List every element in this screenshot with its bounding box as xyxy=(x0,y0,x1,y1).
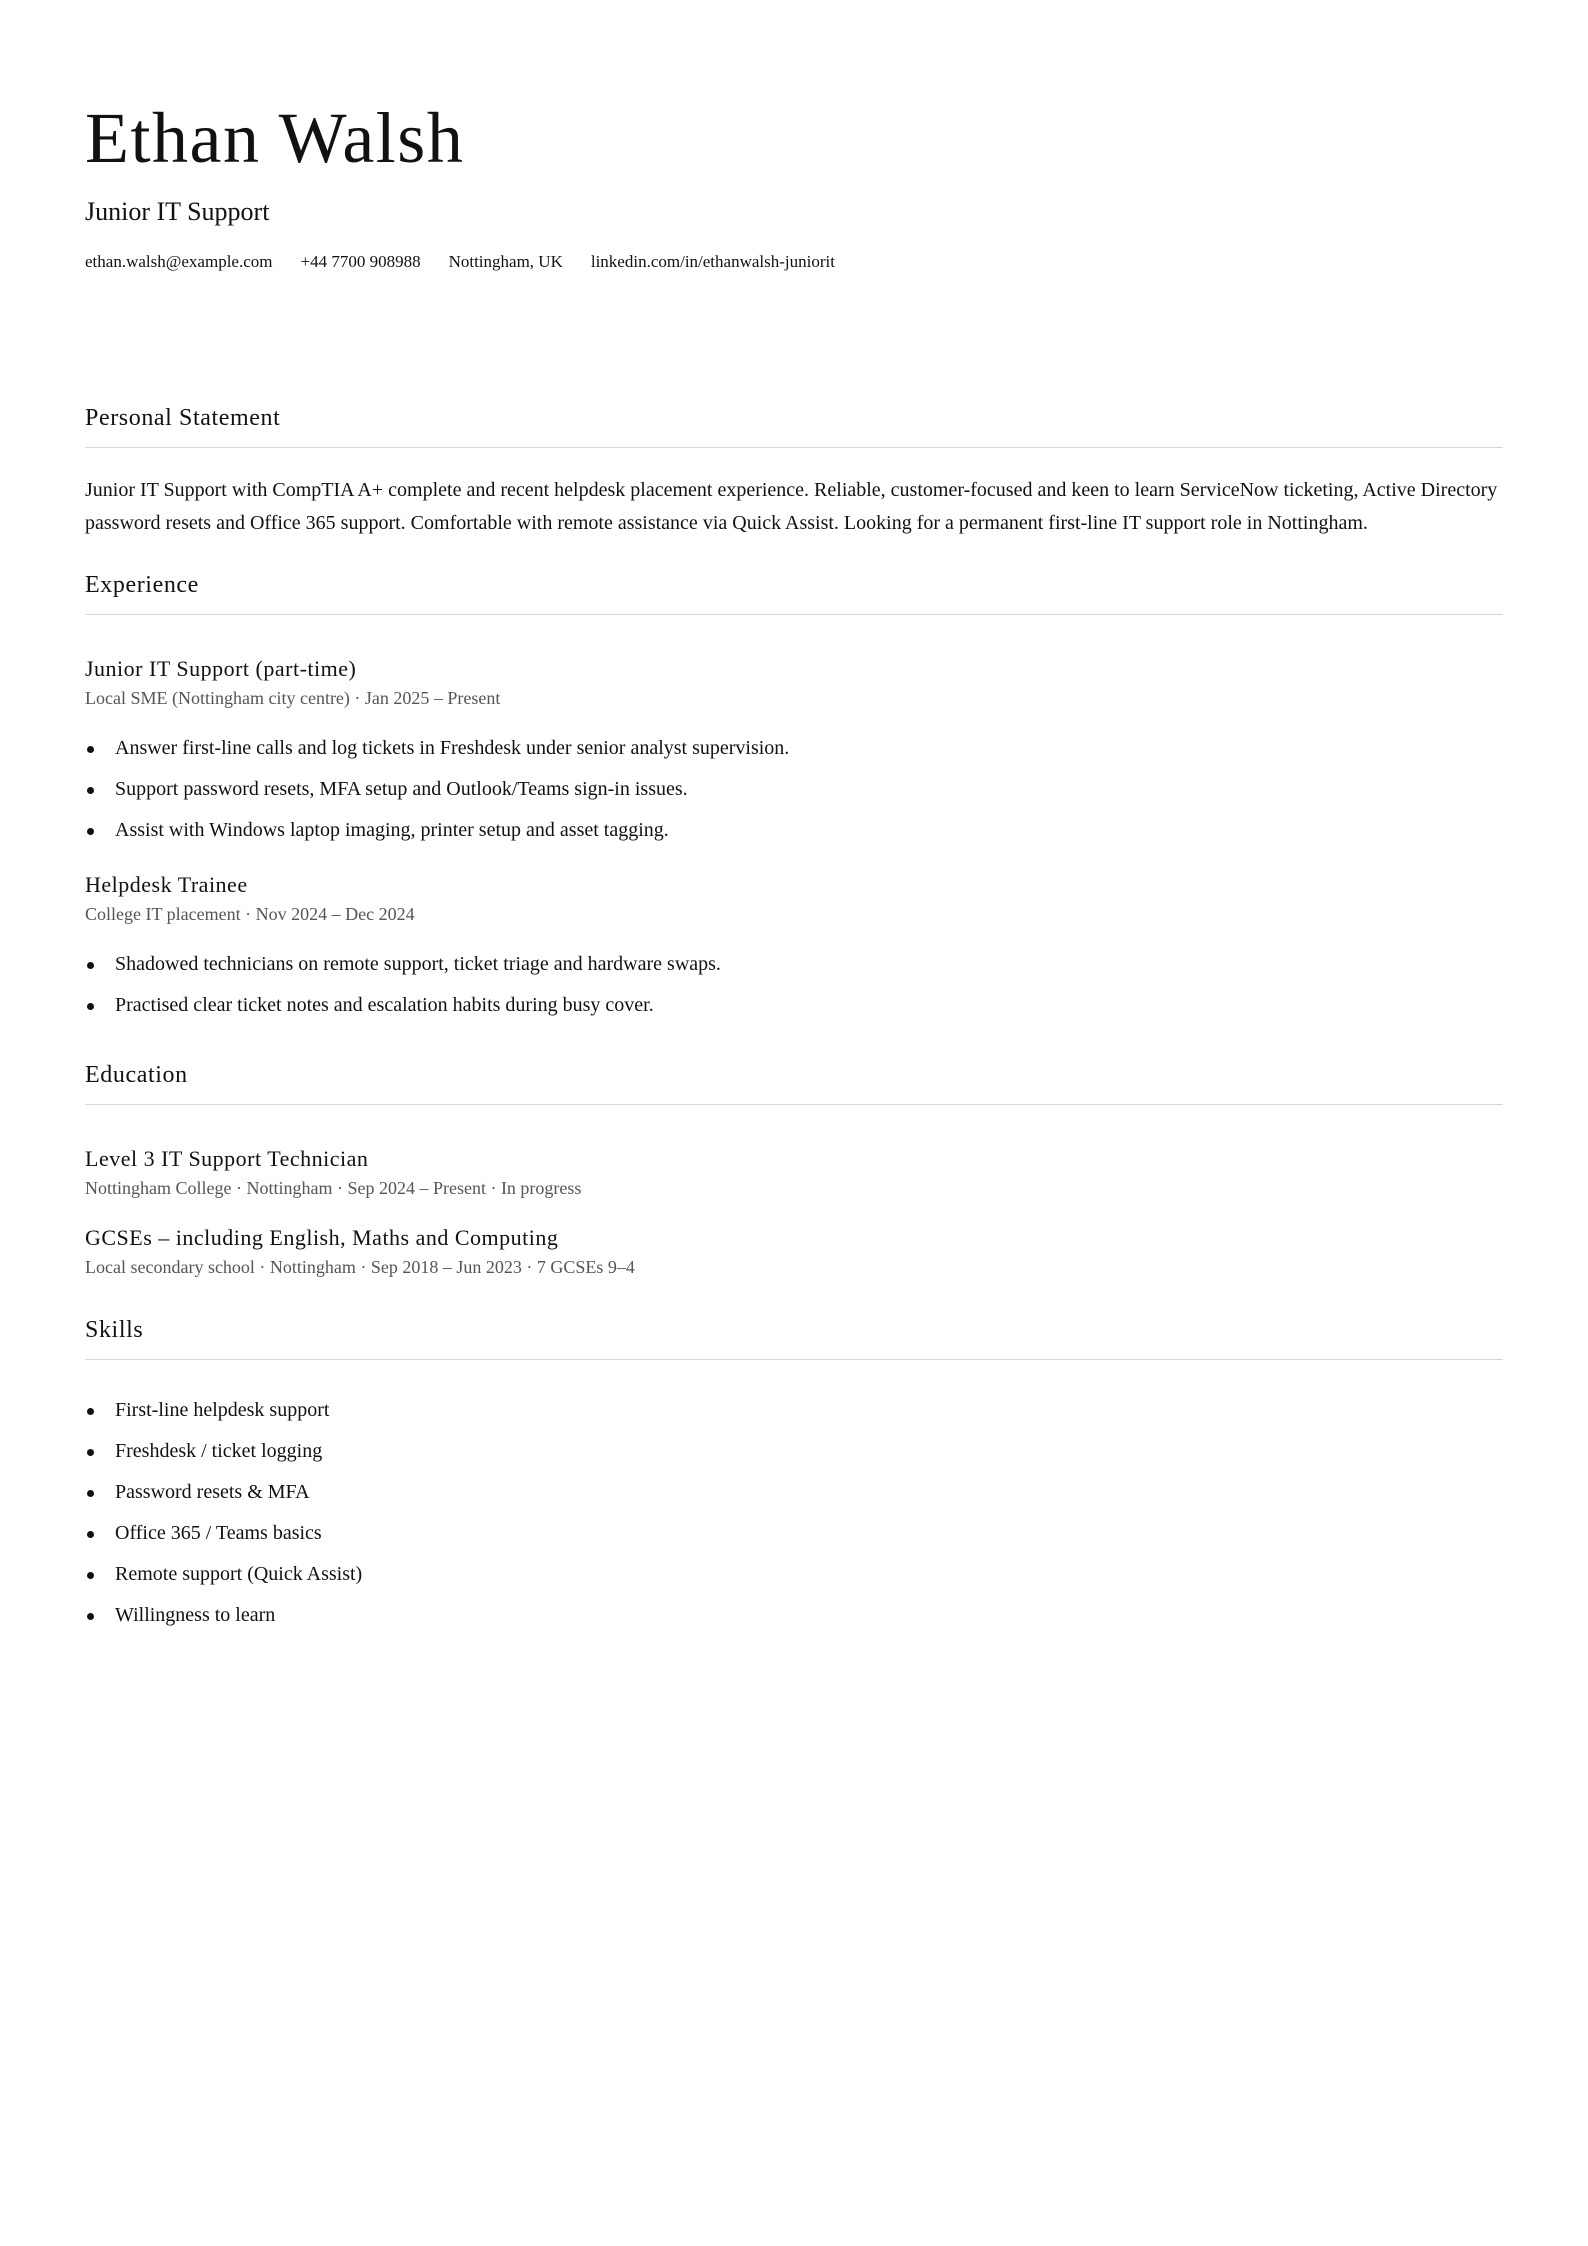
qualification-meta: Nottingham College · Nottingham · Sep 2024 – Present · In progress xyxy=(85,1178,582,1198)
qualification-title: GCSEs – including English, Maths and Computing xyxy=(85,1225,559,1250)
personal-statement-text: Junior IT Support with CompTIA A+ complete and recent helpdesk placement experience. Reliable, customer-focused and keen to learn ServiceNow ticketing, Active Directory password resets and Office 365 support. Comfortable with remote assistance via Quick Assist. Looking for a permanent first-line IT support role in Nottingham. xyxy=(85,479,1498,534)
bullet-item: Shadowed technicians on remote support, ticket triage and hardware swaps. xyxy=(85,944,1503,985)
bullet-item: Answer first-line calls and log tickets in Freshdesk under senior analyst supervision. xyxy=(85,728,1503,769)
bullet-item: Practised clear ticket notes and escalation habits during busy cover. xyxy=(85,985,1503,1026)
personal-statement-section xyxy=(85,403,1503,540)
section-heading: Experience xyxy=(85,570,1503,615)
qualification-title: Level 3 IT Support Technician xyxy=(85,1146,369,1171)
experience-section xyxy=(85,570,1503,1026)
experience-entry xyxy=(85,871,1503,1026)
job-title: Junior IT Support (part-time) xyxy=(85,656,357,681)
section-heading: Personal Statement xyxy=(85,403,1503,448)
contact-phone: +44 7700 908988 xyxy=(300,252,421,271)
candidate-name: Ethan Walsh xyxy=(85,98,465,178)
resume-header xyxy=(85,0,1503,273)
contact-line xyxy=(85,251,1503,273)
contact-location: Nottingham, UK xyxy=(448,252,563,271)
job-bullets xyxy=(85,944,1503,1026)
skill-item: Password resets & MFA xyxy=(85,1472,1503,1513)
skills-section xyxy=(85,1315,1503,1636)
job-meta: Local SME (Nottingham city centre) · Jan 2025 – Present xyxy=(85,688,501,708)
contact-email: ethan.walsh@example.com xyxy=(85,252,273,271)
education-section xyxy=(85,1060,1503,1279)
experience-entry xyxy=(85,655,1503,851)
education-entry xyxy=(85,1224,1503,1279)
section-heading: Education xyxy=(85,1060,1503,1105)
bullet-item: Assist with Windows laptop imaging, printer setup and asset tagging. xyxy=(85,810,1503,851)
job-bullets xyxy=(85,728,1503,851)
contact-linkedin: linkedin.com/in/ethanwalsh-juniorit xyxy=(590,252,835,271)
qualification-meta: Local secondary school · Nottingham · Sep 2018 – Jun 2023 · 7 GCSEs 9–4 xyxy=(85,1257,635,1277)
candidate-role: Junior IT Support xyxy=(85,197,270,226)
job-meta: College IT placement · Nov 2024 – Dec 2024 xyxy=(85,904,415,924)
skills-list xyxy=(85,1390,1503,1636)
education-entry xyxy=(85,1145,1503,1200)
skill-item: Office 365 / Teams basics xyxy=(85,1513,1503,1554)
skill-item: First-line helpdesk support xyxy=(85,1390,1503,1431)
skill-item: Freshdesk / ticket logging xyxy=(85,1431,1503,1472)
job-title: Helpdesk Trainee xyxy=(85,872,248,897)
skill-item: Willingness to learn xyxy=(85,1595,1503,1636)
skill-item: Remote support (Quick Assist) xyxy=(85,1554,1503,1595)
bullet-item: Support password resets, MFA setup and Outlook/Teams sign-in issues. xyxy=(85,769,1503,810)
section-heading: Skills xyxy=(85,1315,1503,1360)
